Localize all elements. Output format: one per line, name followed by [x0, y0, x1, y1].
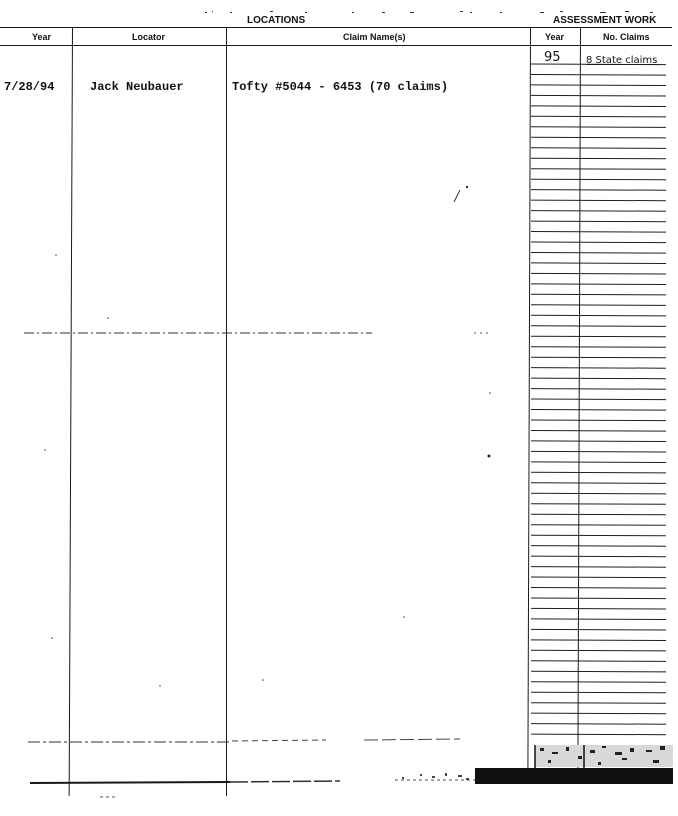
col-header-claim-name: Claim Name(s)	[343, 32, 406, 42]
col-header-no-claims: No. Claims	[603, 32, 650, 42]
col-header-assess-year: Year	[545, 32, 565, 42]
entry-date: 7/28/94	[4, 80, 55, 94]
entry-locator: Jack Neubauer	[90, 80, 184, 94]
col-header-year: Year	[32, 32, 52, 42]
section-assessment-label: ASSESSMENT WORK	[553, 15, 657, 26]
col-header-locator: Locator	[132, 32, 166, 42]
section-locations-label: LOCATIONS	[247, 15, 306, 26]
assessment-claims-handwritten: 8 State claims	[586, 55, 658, 66]
assessment-year-handwritten: 95	[544, 50, 561, 65]
entry-claim-name: Tofty #5044 - 6453 (70 claims)	[232, 80, 449, 94]
